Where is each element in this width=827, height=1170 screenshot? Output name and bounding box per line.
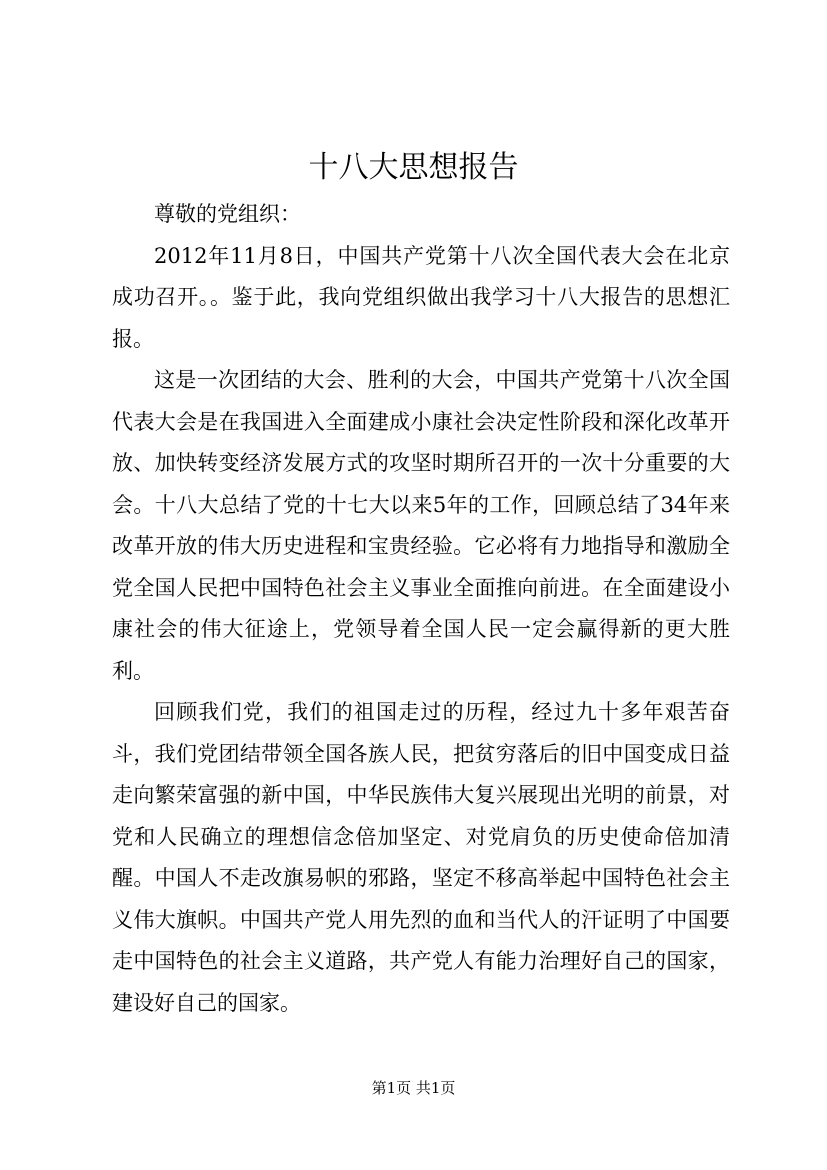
paragraph-1: 2012年11月8日，中国共产党第十八次全国代表大会在北京成功召开。。鉴于此，我向党组织做出我学习十八大报告的思想汇报。	[112, 243, 730, 351]
page-footer: 第1页 共1页	[371, 1079, 456, 1097]
paragraph-2: 这是一次团结的大会、胜利的大会，中国共产党第十八次全国代表大会是在我国进入全面建成小康社会决定性阶段和深化改革开放、加快转变经济发展方式的攻坚时期所召开的一次十分重要的大会。十八大总结了党的十七大以来5年的工作，回顾总结了34年来改革开放的伟大历史进程和宝贵经验。它必将有力地指导和激励全党全国人民把中国特色社会主义事业全面推向前进。在全面建设小康社会的伟大征途上，党领导着全国人民一定会赢得新的更大胜利。	[112, 368, 730, 683]
paragraph-3: 回顾我们党，我们的祖国走过的历程，经过九十多年艰苦奋斗，我们党团结带领全国各族人民，把贫穷落后的旧中国变成日益走向繁荣富强的新中国，中华民族伟大复兴展现出光明的前景，对党和人民确立的理想信念倍加坚定、对党肩负的历史使命倍加清醒。中国人不走改旗易帜的邪路，坚定不移高举起中国特色社会主义伟大旗帜。中国共产党人用先烈的血和当代人的汗证明了中国要走中国特色的社会主义道路，共产党人有能力治理好自己的国家，建设好自己的国家。	[112, 700, 730, 1015]
document-body	[112, 194, 730, 1024]
salutation: 尊敬的党组织：	[154, 202, 301, 226]
page-title: 十八大思想报告	[308, 150, 519, 185]
